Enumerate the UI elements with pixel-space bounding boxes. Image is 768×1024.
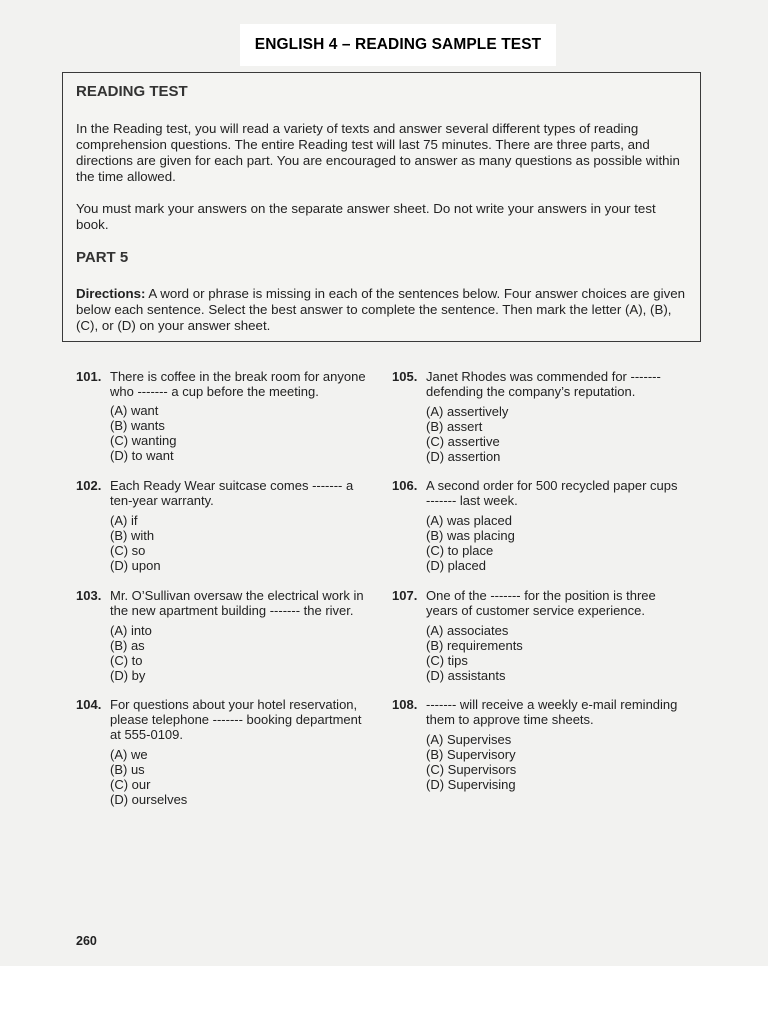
stem-line: please telephone ------- booking department bbox=[110, 712, 362, 727]
question-stem bbox=[110, 588, 364, 618]
page-number: 260 bbox=[76, 934, 97, 948]
question-stem bbox=[110, 478, 353, 508]
part-5-heading: PART 5 bbox=[76, 249, 129, 266]
intro-paragraph-2: You must mark your answers on the separate answer sheet. Do not write your answers in your test book. bbox=[76, 201, 656, 232]
answer-option-c[interactable]: (C) tips bbox=[426, 653, 468, 668]
stem-line: One of the ------- for the position is three bbox=[426, 588, 656, 603]
question-number: 104. bbox=[76, 697, 102, 712]
answer-option-c[interactable]: (C) our bbox=[110, 777, 151, 792]
answer-option-d[interactable]: (D) upon bbox=[110, 558, 161, 573]
stem-line: defending the company’s reputation. bbox=[426, 384, 636, 399]
stem-line: ------- last week. bbox=[426, 493, 518, 508]
stem-line: A second order for 500 recycled paper cups bbox=[426, 478, 678, 493]
stem-line: ------- will receive a weekly e-mail reminding bbox=[426, 697, 678, 712]
answer-option-d[interactable]: (D) assertion bbox=[426, 449, 501, 464]
answer-option-d[interactable]: (D) to want bbox=[110, 448, 174, 463]
answer-option-c[interactable]: (C) assertive bbox=[426, 434, 500, 449]
stem-line: ten-year warranty. bbox=[110, 493, 214, 508]
answer-option-a[interactable]: (A) Supervises bbox=[426, 732, 512, 747]
answer-option-a[interactable]: (A) if bbox=[110, 513, 138, 528]
question-number: 106. bbox=[392, 478, 418, 493]
page-bottom-margin bbox=[0, 966, 768, 1024]
question-102 bbox=[76, 478, 386, 578]
stem-line: who ------- a cup before the meeting. bbox=[110, 384, 319, 399]
answer-option-b[interactable]: (B) assert bbox=[426, 419, 483, 434]
answer-option-b[interactable]: (B) with bbox=[110, 528, 155, 543]
question-103 bbox=[76, 588, 386, 688]
answer-option-a[interactable]: (A) assertively bbox=[426, 404, 509, 419]
answer-option-c[interactable]: (C) to bbox=[110, 653, 143, 668]
question-stem bbox=[426, 697, 677, 727]
directions-text: A word or phrase is missing in each of the sentences below. Four answer choices are given below each sentence. Select the best answer to complete the sentence. Then mark the letter (A), (B), (C), or (D) on your answer sheet. bbox=[76, 286, 686, 333]
reading-test-instructions-box bbox=[62, 72, 701, 342]
question-stem bbox=[426, 478, 677, 508]
answer-option-c[interactable]: (C) wanting bbox=[110, 433, 177, 448]
stem-line: the new apartment building ------- the river. bbox=[110, 603, 354, 618]
question-107 bbox=[392, 588, 702, 688]
answer-option-c[interactable]: (C) so bbox=[110, 543, 146, 558]
question-101 bbox=[76, 369, 386, 469]
answer-option-b[interactable]: (B) us bbox=[110, 762, 145, 777]
answer-option-d[interactable]: (D) placed bbox=[426, 558, 486, 573]
question-number: 107. bbox=[392, 588, 418, 603]
question-104 bbox=[76, 697, 386, 812]
question-number: 105. bbox=[392, 369, 418, 384]
answer-option-a[interactable]: (A) into bbox=[110, 623, 152, 638]
stem-line: Mr. O’Sullivan oversaw the electrical work in bbox=[110, 588, 364, 603]
question-108 bbox=[392, 697, 702, 797]
question-number: 102. bbox=[76, 478, 102, 493]
stem-line: them to approve time sheets. bbox=[426, 712, 594, 727]
answer-option-d[interactable]: (D) Supervising bbox=[426, 777, 516, 792]
answer-option-a[interactable]: (A) we bbox=[110, 747, 148, 762]
answer-option-d[interactable]: (D) assistants bbox=[426, 668, 506, 683]
stem-line: at 555-0109. bbox=[110, 727, 184, 742]
answer-option-d[interactable]: (D) ourselves bbox=[110, 792, 188, 807]
question-stem bbox=[426, 369, 661, 399]
question-number: 108. bbox=[392, 697, 418, 712]
answer-option-b[interactable]: (B) requirements bbox=[426, 638, 523, 653]
question-105 bbox=[392, 369, 702, 469]
answer-option-b[interactable]: (B) was placing bbox=[426, 528, 515, 543]
answer-option-c[interactable]: (C) Supervisors bbox=[426, 762, 517, 777]
question-106 bbox=[392, 478, 702, 578]
answer-option-d[interactable]: (D) by bbox=[110, 668, 146, 683]
answer-option-a[interactable]: (A) was placed bbox=[426, 513, 512, 528]
question-number: 103. bbox=[76, 588, 102, 603]
stem-line: years of customer service experience. bbox=[426, 603, 645, 618]
answer-option-a[interactable]: (A) want bbox=[110, 403, 159, 418]
answer-option-b[interactable]: (B) as bbox=[110, 638, 145, 653]
question-stem bbox=[110, 369, 366, 399]
question-number: 101. bbox=[76, 369, 102, 384]
reading-test-heading: READING TEST bbox=[76, 83, 188, 100]
question-stem bbox=[110, 697, 361, 742]
stem-line: There is coffee in the break room for anyone bbox=[110, 369, 366, 384]
directions-label: Directions: bbox=[76, 286, 146, 301]
stem-line: Janet Rhodes was commended for ------- bbox=[426, 369, 661, 384]
intro-paragraph-1: In the Reading test, you will read a variety of texts and answer several different types of reading comprehension questions. The entire Reading test will last 75 minutes. There are three parts, and directions are given for each part. You are encouraged to answer as many questions as possible within the time allowed. bbox=[76, 121, 680, 184]
question-stem bbox=[426, 588, 656, 618]
answer-option-c[interactable]: (C) to place bbox=[426, 543, 494, 558]
answer-option-a[interactable]: (A) associates bbox=[426, 623, 509, 638]
answer-option-b[interactable]: (B) wants bbox=[110, 418, 165, 433]
answer-option-b[interactable]: (B) Supervisory bbox=[426, 747, 516, 762]
document-title: ENGLISH 4 – READING SAMPLE TEST bbox=[240, 24, 556, 66]
stem-line: Each Ready Wear suitcase comes ------- a bbox=[110, 478, 354, 493]
stem-line: For questions about your hotel reservation, bbox=[110, 697, 358, 712]
directions-paragraph bbox=[76, 286, 688, 334]
